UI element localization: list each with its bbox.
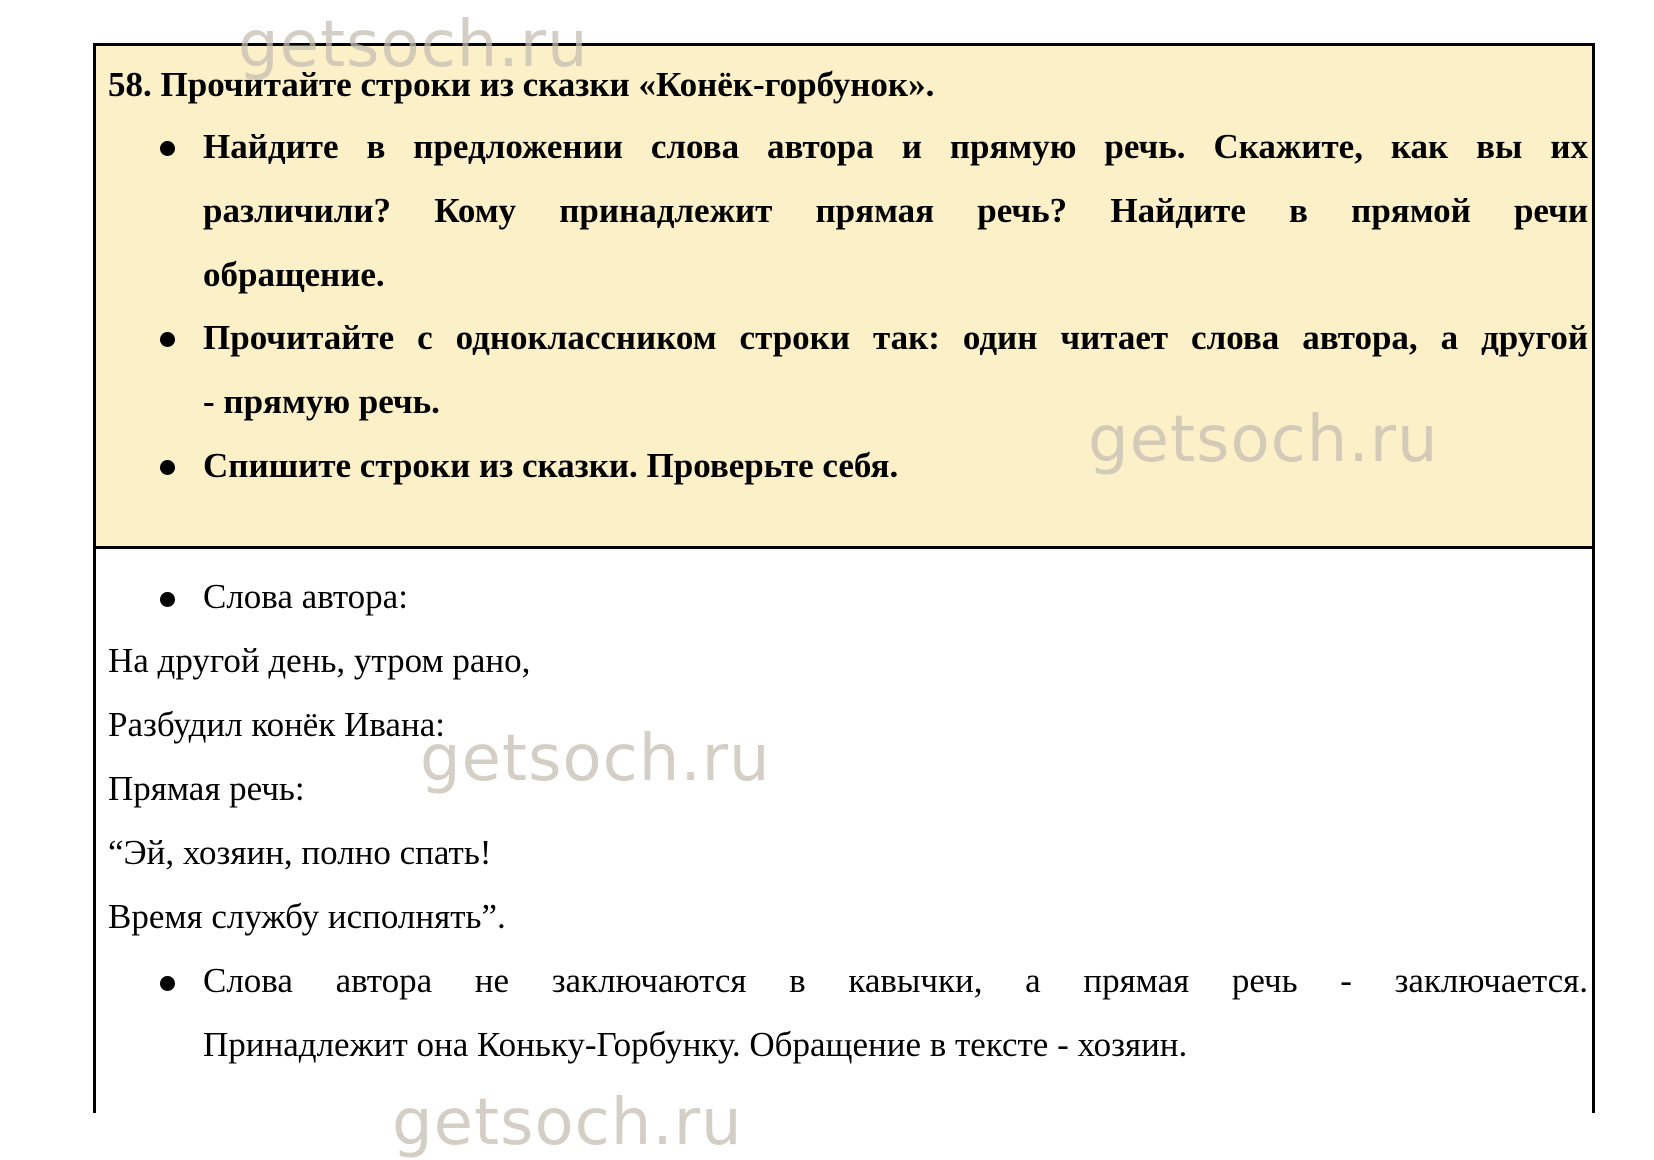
answer-direct-line1: “Эй, хозяин, полно спать!: [108, 833, 492, 872]
bullet-icon: [160, 976, 175, 991]
answer-author-label: Слова автора:: [203, 577, 408, 616]
task-bullet2-line2: - прямую речь.: [203, 382, 440, 421]
answer-block: [96, 549, 1592, 1113]
answer-author-line2: Разбудил конёк Ивана:: [108, 705, 445, 744]
task-bullet2-line1: Прочитайте с одноклассником строки так: один читает слова автора, а другой: [203, 318, 1588, 357]
task-bullet1-line3: обращение.: [203, 255, 385, 294]
answer-bullet2-line2: Принадлежит она Коньку-Горбунку. Обращение в тексте - хозяин.: [203, 1025, 1188, 1064]
bullet-icon: [160, 460, 175, 475]
watermark: getsoch.ru: [238, 8, 589, 82]
answer-direct-line2: Время службу исполнять”.: [108, 897, 506, 936]
bullet-icon: [160, 141, 175, 156]
watermark: getsoch.ru: [1088, 403, 1439, 477]
exercise-frame: [93, 43, 1595, 1113]
answer-bullet2-line1: Слова автора не заключаются в кавычки, а прямая речь - заключается.: [203, 961, 1588, 1000]
task-bullet1-line1: Найдите в предложении слова автора и прямую речь. Скажите, как вы их: [203, 127, 1588, 166]
bullet-icon: [160, 592, 175, 607]
bullet-icon: [160, 332, 175, 347]
task-bullet3-line1: Спишите строки из сказки. Проверьте себя.: [203, 446, 899, 485]
task-bullet1-line2: различили? Кому принадлежит прямая речь? Найдите в прямой речи: [203, 191, 1588, 230]
watermark: getsoch.ru: [420, 722, 771, 796]
answer-direct-label: Прямая речь:: [108, 769, 305, 808]
answer-author-line1: На другой день, утром рано,: [108, 641, 531, 680]
task-title: 58. Прочитайте строки из сказки «Конёк-горбунок».: [108, 65, 935, 104]
watermark: getsoch.ru: [392, 1086, 743, 1160]
